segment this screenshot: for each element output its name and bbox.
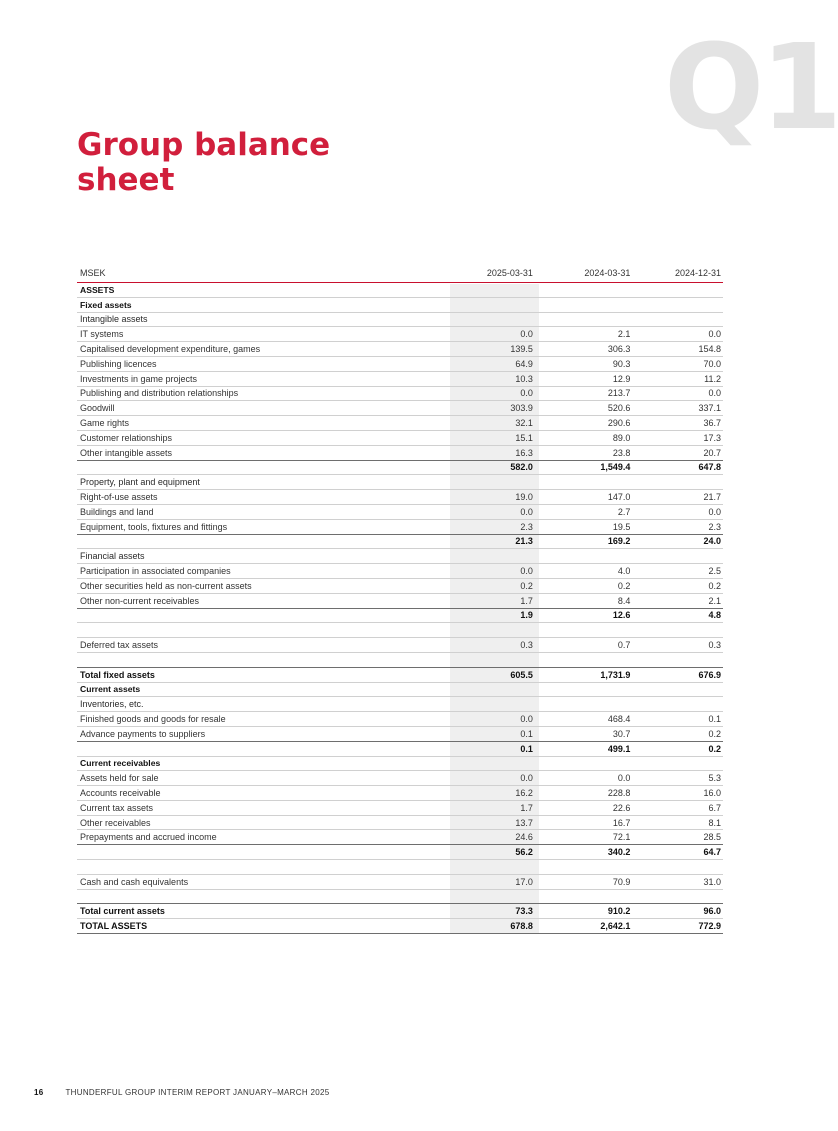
- row-value-2: 0.2: [617, 580, 631, 591]
- section-heading-row: [77, 298, 723, 313]
- row-label: IT systems: [80, 329, 124, 340]
- row-value-3: 154.8: [698, 344, 722, 355]
- row-value-1: 678.8: [510, 921, 533, 932]
- row-label: Cash and cash equivalents: [80, 876, 189, 887]
- row-label: Publishing and distribution relationships: [80, 388, 239, 399]
- row-value-3: 64.7: [703, 847, 722, 858]
- page-number: 16: [34, 1088, 44, 1097]
- table-row: [77, 401, 723, 416]
- row-value-1: 0.1: [520, 728, 533, 739]
- row-value-2: 2,642.1: [600, 921, 631, 932]
- row-value-2: 213.7: [607, 388, 631, 399]
- row-value-3: 28.5: [703, 832, 722, 843]
- row-value-3: 676.9: [698, 669, 722, 680]
- row-value-3: 96.0: [703, 906, 722, 917]
- section-heading-row: [77, 475, 723, 490]
- row-value-3: 11.2: [704, 373, 722, 384]
- row-label: Customer relationships: [80, 432, 173, 443]
- row-label: Financial assets: [80, 551, 145, 562]
- table-row: [77, 446, 723, 461]
- row-value-3: 70.0: [703, 358, 722, 369]
- row-value-2: 12.6: [612, 610, 631, 621]
- row-value-1: 15.1: [515, 432, 533, 443]
- row-value-1: 64.9: [515, 358, 533, 369]
- row-value-2: 1,731.9: [600, 669, 631, 680]
- table-row: [77, 875, 723, 890]
- section-heading-row: [77, 697, 723, 712]
- row-value-1: 0.3: [520, 640, 533, 651]
- row-value-2: 8.4: [617, 595, 631, 606]
- header-col-2024-12-31: 2024-12-31: [674, 268, 722, 278]
- row-value-2: 0.0: [617, 773, 631, 784]
- row-value-3: 36.7: [703, 418, 722, 429]
- row-label: Publishing licences: [80, 358, 157, 369]
- table-row: [77, 387, 723, 402]
- table-row: [77, 816, 723, 831]
- row-value-1: 303.9: [510, 403, 533, 414]
- row-value-3: 24.0: [703, 536, 722, 547]
- total-row: [77, 919, 723, 934]
- row-value-1: 1.7: [520, 595, 533, 606]
- row-value-2: 30.7: [612, 728, 631, 739]
- header-col-2024-03-31: 2024-03-31: [584, 268, 631, 278]
- row-value-3: 2.3: [708, 521, 722, 532]
- page-title: [77, 128, 377, 198]
- row-value-1: 32.1: [515, 418, 533, 429]
- section-heading-row: [77, 313, 723, 328]
- balance-sheet-table: [77, 264, 723, 934]
- row-value-3: 0.1: [708, 714, 722, 724]
- table-row: [77, 342, 723, 357]
- row-label: Advance payments to suppliers: [80, 728, 206, 739]
- row-value-3: 5.3: [708, 773, 722, 784]
- row-value-3: 0.2: [708, 728, 722, 739]
- total-row: [77, 609, 723, 624]
- row-value-2: 499.1: [607, 743, 631, 754]
- footer-report-title: THUNDERFUL GROUP INTERIM REPORT JANUARY–MARCH 2025: [65, 1088, 330, 1097]
- total-row: [77, 535, 723, 550]
- row-value-2: 12.9: [612, 373, 631, 384]
- row-value-3: 16.0: [703, 787, 722, 798]
- row-value-1: 139.5: [510, 344, 533, 355]
- table-row: [77, 490, 723, 505]
- row-value-1: 21.3: [515, 536, 533, 547]
- total-row: [77, 461, 723, 476]
- table-header: [77, 264, 723, 283]
- row-value-3: 647.8: [698, 462, 722, 473]
- row-label: Other intangible assets: [80, 447, 173, 458]
- row-value-2: 16.7: [612, 817, 631, 828]
- section-heading-row: [77, 757, 723, 772]
- row-value-1: 0.2: [520, 580, 533, 591]
- row-value-3: 0.3: [708, 640, 722, 651]
- row-value-2: 72.1: [612, 832, 631, 843]
- row-value-1: 16.3: [515, 447, 533, 458]
- table-row: [77, 727, 723, 742]
- row-value-2: 169.2: [607, 536, 631, 547]
- spacer-row: [77, 653, 723, 668]
- row-value-3: 8.1: [708, 817, 722, 828]
- row-value-3: 337.1: [698, 403, 722, 414]
- row-label: Participation in associated companies: [80, 566, 231, 577]
- row-label: Current tax assets: [80, 802, 154, 813]
- spacer-row: [77, 890, 723, 905]
- row-label: Investments in game projects: [80, 373, 198, 384]
- row-label: Capitalised development expenditure, games: [80, 344, 261, 355]
- row-label: TOTAL ASSETS: [80, 921, 148, 932]
- row-value-1: 13.7: [515, 817, 533, 828]
- row-value-2: 147.0: [607, 492, 631, 503]
- table-row: [77, 564, 723, 579]
- row-label: Prepayments and accrued income: [80, 832, 217, 843]
- row-label: Accounts receivable: [80, 787, 161, 798]
- page-title-line-1: Group balance: [77, 127, 331, 163]
- row-value-2: 290.6: [607, 418, 631, 429]
- row-label: Right-of-use assets: [80, 492, 158, 503]
- total-row: [77, 904, 723, 919]
- row-value-3: 4.8: [708, 610, 722, 621]
- table-row: [77, 431, 723, 446]
- table-row: [77, 416, 723, 431]
- row-value-1: 0.0: [520, 506, 533, 517]
- row-label: Buildings and land: [80, 506, 154, 517]
- row-value-2: 1,549.4: [600, 462, 631, 473]
- row-value-1: 582.0: [510, 462, 533, 473]
- row-value-1: 24.6: [515, 832, 533, 843]
- row-value-1: 19.0: [515, 492, 533, 503]
- row-value-1: 0.0: [520, 773, 533, 784]
- row-value-2: 228.8: [607, 787, 631, 798]
- row-value-3: 772.9: [698, 921, 722, 932]
- row-value-3: 20.7: [703, 447, 722, 458]
- row-value-1: 10.3: [515, 373, 533, 384]
- row-label: ASSETS: [80, 284, 115, 295]
- table-row: [77, 771, 723, 786]
- row-label: Property, plant and equipment: [80, 477, 200, 488]
- row-value-3: 2.5: [708, 566, 722, 577]
- table-row: [77, 712, 723, 727]
- table-row: [77, 594, 723, 609]
- row-label: Goodwill: [80, 403, 115, 414]
- row-label: Total fixed assets: [80, 669, 155, 680]
- page-footer: [34, 1088, 329, 1097]
- row-label: Other non-current receivables: [80, 595, 200, 606]
- total-row: [77, 742, 723, 757]
- row-value-1: 1.7: [520, 802, 533, 813]
- row-value-2: 520.6: [607, 403, 631, 414]
- row-value-2: 340.2: [607, 847, 631, 858]
- row-value-2: 23.8: [612, 447, 631, 458]
- row-value-1: 0.0: [520, 329, 533, 340]
- row-value-2: 306.3: [607, 344, 631, 355]
- row-value-1: 56.2: [515, 847, 533, 858]
- section-heading-row: [77, 683, 723, 698]
- row-label: Finished goods and goods for resale: [80, 714, 226, 724]
- row-value-2: 910.2: [607, 906, 631, 917]
- row-value-1: 0.0: [520, 566, 533, 577]
- section-heading-row: [77, 549, 723, 564]
- row-value-1: 0.0: [520, 388, 533, 399]
- table-row: [77, 357, 723, 372]
- row-value-3: 17.3: [703, 432, 722, 443]
- row-value-1: 605.5: [510, 669, 533, 680]
- row-value-3: 21.7: [703, 492, 722, 503]
- row-value-2: 468.4: [607, 714, 631, 724]
- table-row: [77, 801, 723, 816]
- row-value-2: 4.0: [617, 566, 631, 577]
- row-value-3: 6.7: [708, 802, 722, 813]
- row-value-3: 2.1: [708, 595, 722, 606]
- total-row: [77, 668, 723, 683]
- table-row: [77, 638, 723, 653]
- row-value-1: 2.3: [520, 521, 533, 532]
- row-label: Assets held for sale: [80, 773, 159, 784]
- table-row: [77, 786, 723, 801]
- spacer-row: [77, 860, 723, 875]
- table-row: [77, 830, 723, 845]
- row-value-1: 17.0: [515, 876, 533, 887]
- row-value-2: 89.0: [612, 432, 631, 443]
- row-value-1: 0.1: [520, 743, 533, 754]
- row-label: Current receivables: [80, 758, 161, 769]
- row-label: Intangible assets: [80, 314, 148, 325]
- row-label: Current assets: [80, 684, 141, 695]
- row-label: Fixed assets: [80, 299, 132, 310]
- row-value-3: 0.2: [708, 580, 722, 591]
- row-value-3: 0.0: [708, 388, 722, 399]
- table-row: [77, 505, 723, 520]
- row-value-2: 0.7: [617, 640, 631, 651]
- row-value-3: 0.0: [708, 506, 722, 517]
- table-row: [77, 327, 723, 342]
- row-value-2: 2.1: [617, 329, 631, 340]
- table-row: [77, 520, 723, 535]
- row-label: Other receivables: [80, 817, 151, 828]
- header-unit-label: MSEK: [80, 268, 106, 278]
- row-value-2: 2.7: [617, 506, 631, 517]
- row-label: Game rights: [80, 418, 130, 429]
- row-value-2: 90.3: [612, 358, 631, 369]
- row-label: Total current assets: [80, 906, 165, 917]
- row-label: Inventories, etc.: [80, 699, 144, 710]
- page-title-line-2: sheet: [77, 162, 175, 198]
- row-value-3: 31.0: [703, 876, 722, 887]
- header-col-2025-03-31: 2025-03-31: [486, 268, 533, 278]
- row-value-1: 0.0: [520, 714, 533, 724]
- row-label: Deferred tax assets: [80, 640, 159, 651]
- row-value-1: 1.9: [520, 610, 533, 621]
- row-value-1: 73.3: [515, 906, 533, 917]
- table-body: [77, 283, 723, 934]
- row-label: Other securities held as non-current assets: [80, 580, 252, 591]
- section-heading-row: [77, 283, 723, 298]
- spacer-row: [77, 623, 723, 638]
- table-row: [77, 579, 723, 594]
- quarter-watermark: Q1: [664, 18, 838, 156]
- row-value-2: 19.5: [612, 521, 631, 532]
- row-value-3: 0.0: [708, 329, 722, 340]
- row-value-2: 22.6: [612, 802, 631, 813]
- row-value-3: 0.2: [708, 743, 722, 754]
- row-value-1: 16.2: [515, 787, 533, 798]
- total-row: [77, 845, 723, 860]
- row-label: Equipment, tools, fixtures and fittings: [80, 521, 228, 532]
- table-row: [77, 372, 723, 387]
- row-value-2: 70.9: [612, 876, 631, 887]
